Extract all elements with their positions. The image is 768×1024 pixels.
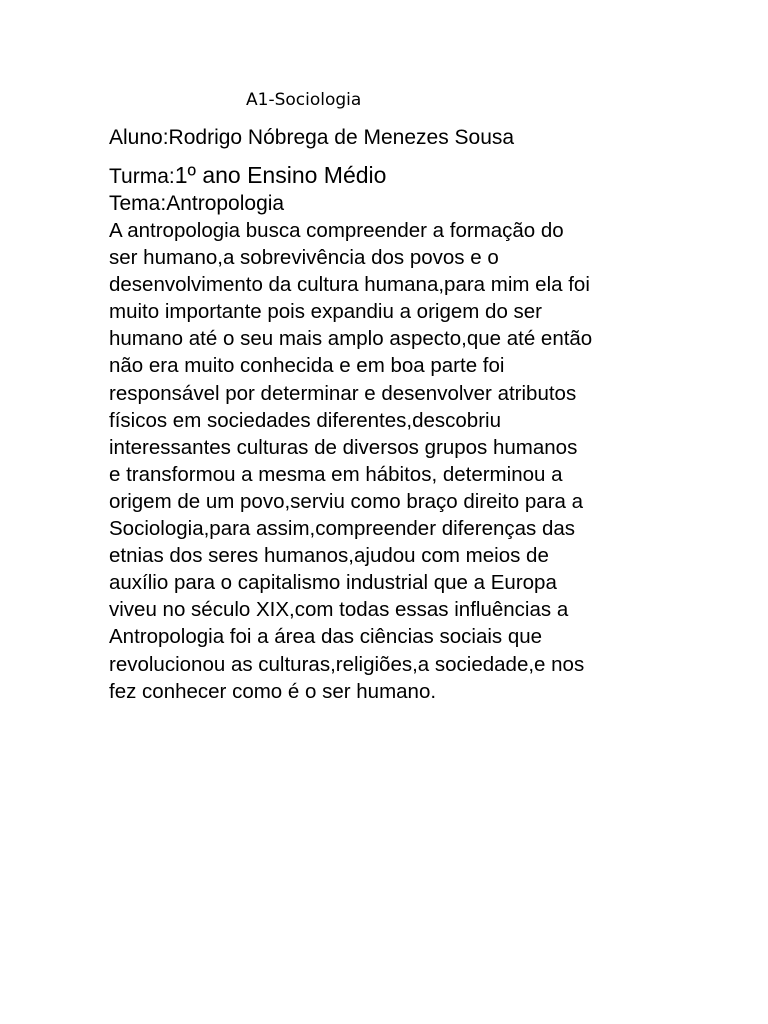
- topic-line: [109, 190, 284, 217]
- essay-line: humano até o seu mais amplo aspecto,que até então: [109, 327, 593, 351]
- essay-line: interessantes culturas de diversos grupos humanos: [109, 435, 578, 459]
- essay-line: responsável por determinar e desenvolver atributos: [109, 381, 577, 405]
- essay-line: auxílio para o capitalismo industrial que a Europa: [109, 571, 557, 595]
- student-line: [109, 124, 514, 152]
- essay-line: etnias dos seres humanos,ajudou com meios de: [109, 544, 549, 568]
- essay-line: viveu no século XIX,com todas essas influências a: [109, 598, 569, 622]
- essay-line: desenvolvimento da cultura humana,para mim ela foi: [109, 273, 590, 297]
- class-value: 1º ano Ensino Médio: [174, 162, 387, 188]
- class-label: Turma:: [109, 165, 175, 188]
- essay-line: origem de um povo,serviu como braço direito para a: [109, 489, 584, 513]
- student-label: Aluno:: [109, 126, 169, 149]
- essay-line: e transformou a mesma em hábitos, determinou a: [109, 462, 563, 486]
- student-name: Rodrigo Nóbrega de Menezes Sousa: [168, 126, 515, 149]
- essay-line: ser humano,a sobrevivência dos povos e o: [109, 246, 499, 270]
- essay-body: [109, 217, 709, 705]
- essay-line: Antropologia foi a área das ciências sociais que: [109, 625, 543, 649]
- essay-line: não era muito conhecida e em boa parte foi: [109, 354, 505, 378]
- essay-line: Sociologia,para assim,compreender diferenças das: [109, 517, 576, 541]
- essay-line: muito importante pois expandiu a origem do ser: [109, 300, 543, 324]
- essay-line: revolucionou as culturas,religiões,a sociedade,e nos: [109, 652, 585, 676]
- topic-label: Tema:: [109, 192, 167, 215]
- document-title: A1-Sociologia: [246, 90, 362, 110]
- essay-line: fez conhecer como é o ser humano.: [109, 679, 437, 703]
- essay-line: A antropologia busca compreender a formação do: [109, 219, 564, 242]
- essay-line: físicos em sociedades diferentes,descobriu: [109, 408, 501, 432]
- class-line: [109, 161, 386, 191]
- topic-value: Antropologia: [166, 192, 285, 215]
